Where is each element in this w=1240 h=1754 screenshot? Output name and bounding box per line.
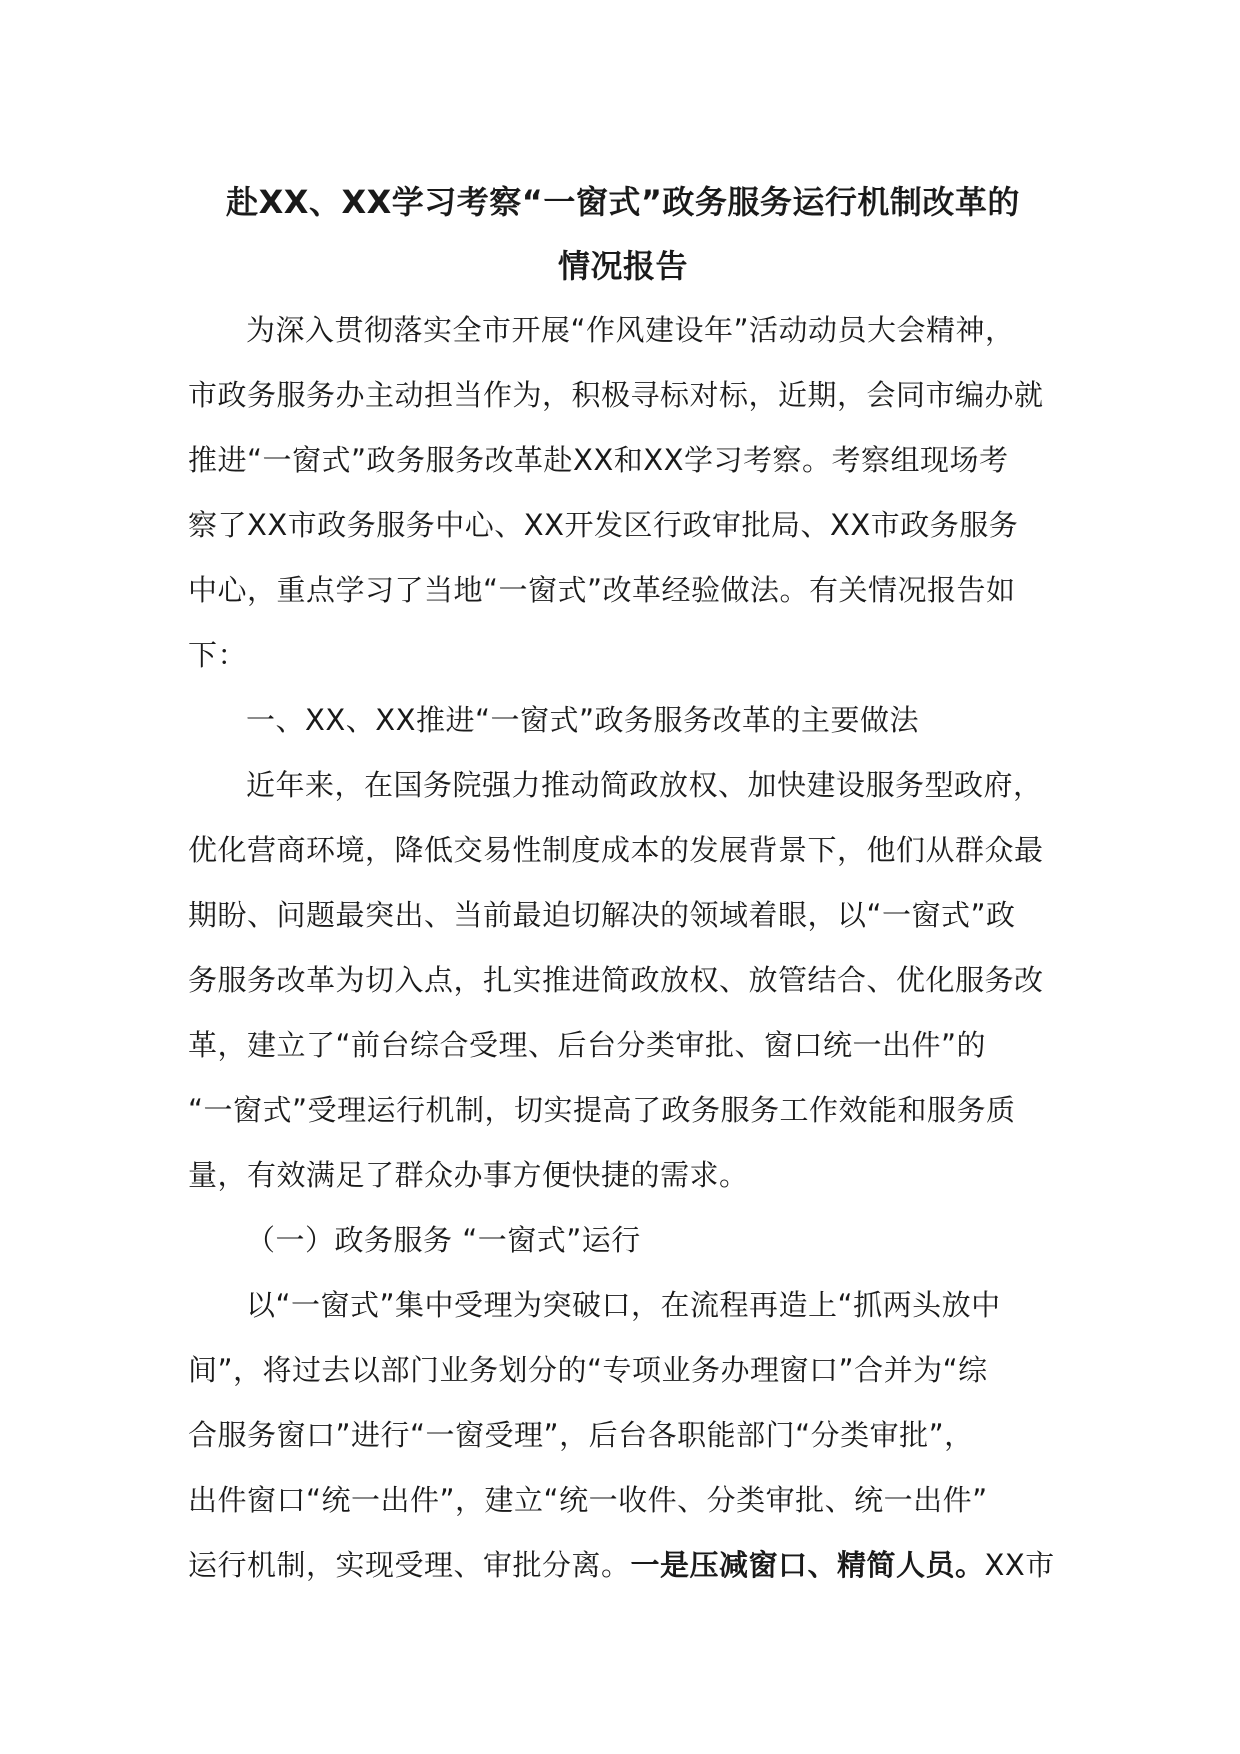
text-line: 以“一窗式”集中受理为突破口，在流程再造上“抓两头放中 [246, 1288, 1001, 1322]
subsection-heading-1 [188, 1208, 1058, 1273]
title-line-1: 赴XX、XX学习考察“一窗式”政务服务运行机制改革的 [226, 183, 1020, 221]
text-line: 合服务窗口”进行“一窗受理”，后台各职能部门“分类审批”， [188, 1418, 974, 1452]
text-line: “一窗式”受理运行机制，切实提高了政务服务工作效能和服务质 [188, 1093, 1016, 1127]
document-page [188, 170, 1058, 1598]
text-line: 革，建立了“前台综合受理、后台分类审批、窗口统一出件”的 [188, 1028, 987, 1062]
text-line: （一）政务服务 “一窗式”运行 [246, 1223, 641, 1257]
text-run: 运行机制，实现受理、审批分离。 [188, 1548, 631, 1582]
paragraph-one-window [188, 1273, 1058, 1598]
paragraph-background [188, 753, 1058, 1208]
text-line: 一、XX、XX推进“一窗式”政务服务改革的主要做法 [246, 703, 920, 737]
text-line: 下： [188, 638, 248, 672]
document-body [188, 298, 1058, 1598]
text-line: 市政务服务办主动担当作为，积极寻标对标，近期，会同市编办就 [188, 378, 1044, 412]
title-line-2: 情况报告 [557, 247, 688, 285]
text-line: 出件窗口“统一出件”，建立“统一收件、分类审批、统一出件” [188, 1483, 988, 1517]
text-line: 推进“一窗式”政务服务改革赴XX和XX学习考察。考察组现场考 [188, 443, 1009, 477]
text-line-mixed [188, 1533, 1058, 1598]
paragraph-intro [188, 298, 1058, 688]
text-line: 量，有效满足了群众办事方便快捷的需求。 [188, 1158, 749, 1192]
text-line: 务服务改革为切入点，扎实推进简政放权、放管结合、优化服务改 [188, 963, 1044, 997]
section-heading-1 [188, 688, 1058, 753]
document-title [188, 170, 1058, 298]
text-line: 中心，重点学习了当地“一窗式”改革经验做法。有关情况报告如 [188, 573, 1016, 607]
text-line: 近年来，在国务院强力推动简政放权、加快建设服务型政府， [246, 768, 1043, 802]
text-line: 为深入贯彻落实全市开展“作风建设年”活动动员大会精神， [246, 313, 1015, 347]
text-line: 优化营商环境，降低交易性制度成本的发展背景下，他们从群众最 [188, 833, 1044, 867]
text-line: 期盼、问题最突出、当前最迫切解决的领域着眼，以“一窗式”政 [188, 898, 1016, 932]
text-line: 间”，将过去以部门业务划分的“专项业务办理窗口”合并为“综 [188, 1353, 988, 1387]
text-run: XX市 [984, 1548, 1055, 1582]
text-line: 察了XX市政务服务中心、XX开发区行政审批局、XX市政务服务 [188, 508, 1019, 542]
emphasis-text: 一是压减窗口、精简人员。 [630, 1548, 985, 1582]
